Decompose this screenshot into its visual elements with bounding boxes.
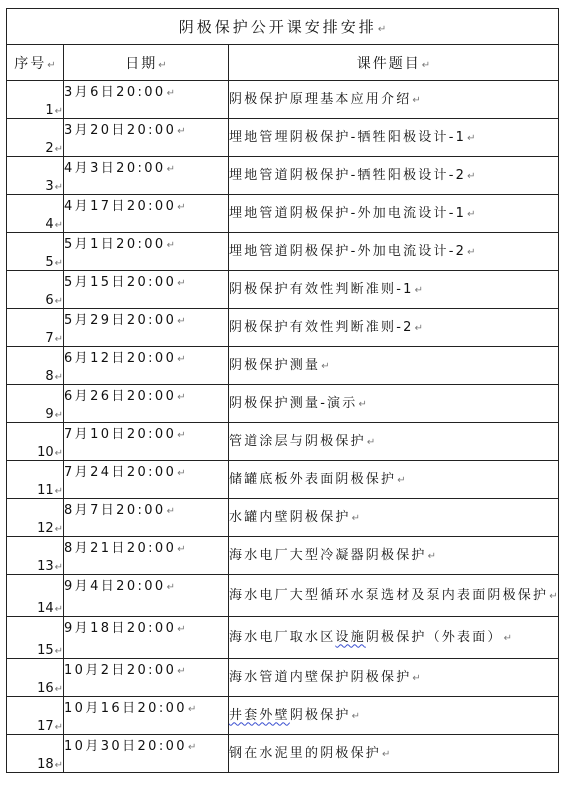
table-row [7,385,559,423]
row-topic: 井套外壁阴极保护↵ [229,697,559,735]
table-row [7,119,559,157]
row-date: 9月4日20:00↵ [64,575,229,617]
table-row [7,423,559,461]
row-number: 7↵ [7,309,64,347]
row-date: 10月16日20:00↵ [64,697,229,735]
table-title-cell [7,9,559,45]
paragraph-mark-icon: ↵ [54,144,63,155]
row-number: 1↵ [7,81,64,119]
row-date: 6月26日20:00↵ [64,385,229,423]
paragraph-mark-icon: ↵ [503,632,513,644]
paragraph-mark-icon: ↵ [177,468,186,479]
row-date: 8月21日20:00↵ [64,537,229,575]
row-date: 5月15日20:00↵ [64,271,229,309]
row-date: 10月30日20:00↵ [64,735,229,773]
table-row [7,461,559,499]
table-row [7,537,559,575]
paragraph-mark-icon: ↵ [321,360,330,372]
paragraph-mark-icon: ↵ [467,132,476,144]
paragraph-mark-icon: ↵ [166,506,175,517]
header-row [7,45,559,81]
paragraph-mark-icon: ↵ [54,524,63,535]
row-topic: 钢在水泥里的阴极保护↵ [229,735,559,773]
row-topic: 埋地管道阴极保护-外加电流设计-2↵ [229,233,559,271]
row-topic: 海水电厂大型冷凝器阴极保护↵ [229,537,559,575]
paragraph-mark-icon: ↵ [54,684,63,695]
table-row [7,735,559,773]
row-number: 17↵ [7,697,64,735]
paragraph-mark-icon: ↵ [414,322,423,334]
row-topic: 海水电厂取水区设施阴极保护（外表面）↵ [229,617,559,659]
paragraph-mark-icon: ↵ [351,512,360,524]
table-title: 阴极保护公开课安排安排 [178,18,377,36]
row-number: 6↵ [7,271,64,309]
row-topic: 管道涂层与阴极保护↵ [229,423,559,461]
paragraph-mark-icon: ↵ [467,170,476,182]
header-topic: 课件题目↵ [229,45,559,81]
paragraph-mark-icon: ↵ [158,59,167,71]
row-date: 3月6日20:00↵ [64,81,229,119]
row-topic: 阴极保护有效性判断准则-2↵ [229,309,559,347]
paragraph-mark-icon: ↵ [54,760,63,771]
row-topic: 埋地管道阴极保护-牺牲阳极设计-2↵ [229,157,559,195]
row-date: 8月7日20:00↵ [64,499,229,537]
paragraph-mark-icon: ↵ [166,582,175,593]
paragraph-mark-icon: ↵ [414,284,423,296]
paragraph-mark-icon: ↵ [427,550,436,562]
paragraph-mark-icon: ↵ [382,748,391,760]
paragraph-mark-icon: ↵ [54,220,63,231]
paragraph-mark-icon: ↵ [467,246,476,258]
paragraph-mark-icon: ↵ [54,486,63,497]
row-number: 10↵ [7,423,64,461]
paragraph-mark-icon: ↵ [366,436,376,448]
table-row [7,575,559,617]
paragraph-mark-icon: ↵ [177,624,186,635]
schedule-table [6,8,559,773]
paragraph-mark-icon: ↵ [421,59,431,71]
paragraph-mark-icon: ↵ [467,208,476,220]
paragraph-mark-icon: ↵ [187,742,197,753]
paragraph-mark-icon: ↵ [377,24,387,35]
paragraph-mark-icon: ↵ [177,278,186,289]
paragraph-mark-icon: ↵ [177,544,186,555]
table-row [7,659,559,697]
table-row [7,271,559,309]
paragraph-mark-icon: ↵ [177,354,186,365]
paragraph-mark-icon: ↵ [177,666,186,677]
row-topic: 阴极保护测量↵ [229,347,559,385]
row-date: 5月29日20:00↵ [64,309,229,347]
row-number: 16↵ [7,659,64,697]
row-number: 3↵ [7,157,64,195]
row-date: 10月2日20:00↵ [64,659,229,697]
table-row [7,195,559,233]
paragraph-mark-icon: ↵ [358,398,367,410]
row-topic: 埋地管埋阴极保护-牺牲阳极设计-1↵ [229,119,559,157]
paragraph-mark-icon: ↵ [54,646,63,657]
spellcheck-underlined-text: 井套外壁 [229,707,290,723]
paragraph-mark-icon: ↵ [47,59,56,71]
row-number: 5↵ [7,233,64,271]
table-row [7,697,559,735]
title-row [7,9,559,45]
row-date: 3月20日20:00↵ [64,119,229,157]
row-date: 5月1日20:00↵ [64,233,229,271]
row-number: 18↵ [7,735,64,773]
table-row [7,233,559,271]
row-number: 4↵ [7,195,64,233]
paragraph-mark-icon: ↵ [166,88,175,99]
table-row [7,347,559,385]
paragraph-mark-icon: ↵ [54,448,63,459]
row-number: 14↵ [7,575,64,617]
paragraph-mark-icon: ↵ [412,94,421,106]
row-number: 9↵ [7,385,64,423]
row-date: 4月3日20:00↵ [64,157,229,195]
row-number: 8↵ [7,347,64,385]
paragraph-mark-icon: ↵ [549,590,558,602]
paragraph-mark-icon: ↵ [54,410,63,421]
schedule-rows [7,81,559,773]
paragraph-mark-icon: ↵ [166,240,175,251]
paragraph-mark-icon: ↵ [54,182,63,193]
table-row [7,499,559,537]
row-date: 9月18日20:00↵ [64,617,229,659]
table-row [7,617,559,659]
paragraph-mark-icon: ↵ [54,604,63,615]
row-number: 15↵ [7,617,64,659]
paragraph-mark-icon: ↵ [177,430,186,441]
paragraph-mark-icon: ↵ [54,722,63,733]
paragraph-mark-icon: ↵ [351,710,361,722]
header-date: 日期↵ [64,45,229,81]
paragraph-mark-icon: ↵ [177,202,186,213]
paragraph-mark-icon: ↵ [187,704,197,715]
row-date: 7月10日20:00↵ [64,423,229,461]
spellcheck-underlined-text: 设施 [335,629,366,645]
table-row [7,309,559,347]
row-topic: 储罐底板外表面阴极保护↵ [229,461,559,499]
row-topic: 阴极保护有效性判断准则-1↵ [229,271,559,309]
row-topic: 水罐内壁阴极保护↵ [229,499,559,537]
paragraph-mark-icon: ↵ [166,164,175,175]
row-number: 2↵ [7,119,64,157]
row-topic: 海水管道内壁保护阴极保护↵ [229,659,559,697]
row-number: 12↵ [7,499,64,537]
paragraph-mark-icon: ↵ [54,334,63,345]
header-no: 序号↵ [7,45,64,81]
row-date: 6月12日20:00↵ [64,347,229,385]
row-date: 7月24日20:00↵ [64,461,229,499]
row-number: 11↵ [7,461,64,499]
paragraph-mark-icon: ↵ [54,258,63,269]
table-row [7,157,559,195]
paragraph-mark-icon: ↵ [397,474,406,486]
paragraph-mark-icon: ↵ [177,316,186,327]
paragraph-mark-icon: ↵ [54,106,63,117]
paragraph-mark-icon: ↵ [54,372,63,383]
row-topic: 阴极保护测量-演示↵ [229,385,559,423]
paragraph-mark-icon: ↵ [412,672,421,684]
paragraph-mark-icon: ↵ [177,392,186,403]
row-topic: 海水电厂大型循环水泵选材及泵内表面阴极保护↵ [229,575,559,617]
paragraph-mark-icon: ↵ [54,296,63,307]
paragraph-mark-icon: ↵ [177,126,186,137]
paragraph-mark-icon: ↵ [54,562,63,573]
row-number: 13↵ [7,537,64,575]
row-topic: 埋地管道阴极保护-外加电流设计-1↵ [229,195,559,233]
row-topic: 阴极保护原理基本应用介绍↵ [229,81,559,119]
row-date: 4月17日20:00↵ [64,195,229,233]
table-row [7,81,559,119]
